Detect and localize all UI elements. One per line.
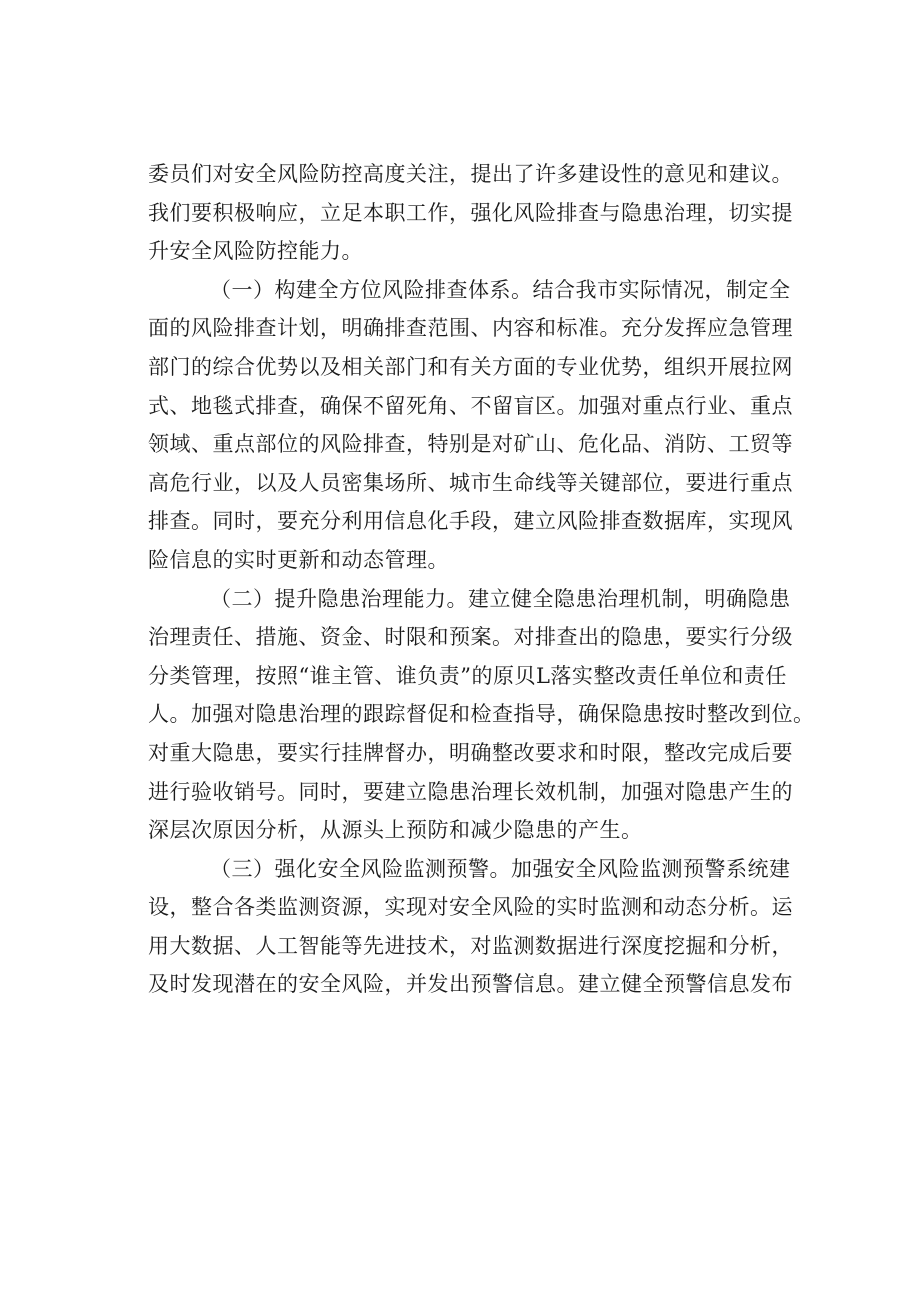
text-line: 及时发现潜在的安全风险，并发出预警信息。建立健全预警信息发布 [148,972,793,997]
text-line: 我们要积极响应，立足本职工作，强化风险排查与隐患治理，切实提 [148,200,793,225]
text-line: 进行验收销号。同时，要建立隐患治理长效机制，加强对隐患产生的 [148,779,793,804]
text-line: 治理责任、措施、资金、时限和预案。对排查出的隐患，要实行分级 [148,625,793,650]
text-line: 分类管理，按照“谁主管、谁负责”的原贝L落实整改责任单位和责任 [148,663,787,688]
text-line: 设，整合各类监测资源，实现对安全风险的实时监测和动态分析。运 [148,895,793,920]
text-line: 式、地毯式排查，确保不留死角、不留盲区。加强对重点行业、重点 [148,393,793,418]
text-line: 升安全风险防控能力。 [148,239,363,264]
text-line: 面的风险排查计划，明确排查范围、内容和标准。充分发挥应急管理 [148,316,793,341]
text-line: 对重大隐患，要实行挂牌督办，明确整改要求和时限，整改完成后要 [148,740,793,765]
section-heading-line: （二）提升隐患治理能力。建立健全隐患治理机制，明确隐患 [210,586,791,611]
body-text [148,155,815,1004]
section-heading-line: （一）构建全方位风险排查体系。结合我市实际情况，制定全 [210,277,791,302]
text-line: 部门的综合优势以及相关部门和有关方面的专业优势，组织开展拉网 [148,354,793,379]
text-line: 领域、重点部位的风险排查，特别是对矿山、危化品、消防、工贸等 [148,432,793,457]
text-line: 用大数据、人工智能等先进技术，对监测数据进行深度挖掘和分析， [148,933,793,958]
text-line: 委员们对安全风险防控高度关注，提出了许多建设性的意见和建议。 [148,162,793,186]
section-heading-line: （三）强化安全风险监测预警。加强安全风险监测预警系统建 [210,856,791,881]
text-line: 排查。同时，要充分利用信息化手段，建立风险排查数据库，实现风 [148,509,793,534]
text-line: 高危行业，以及人员密集场所、城市生命线等关键部位，要进行重点 [148,470,793,495]
text-line: 人。加强对隐患治理的跟踪督促和检查指导，确保隐患按时整改到位。 [148,702,815,727]
text-line: 险信息的实时更新和动态管理。 [148,547,449,572]
text-line: 深层次原因分析，从源头上预防和减少隐患的产生。 [148,818,643,843]
